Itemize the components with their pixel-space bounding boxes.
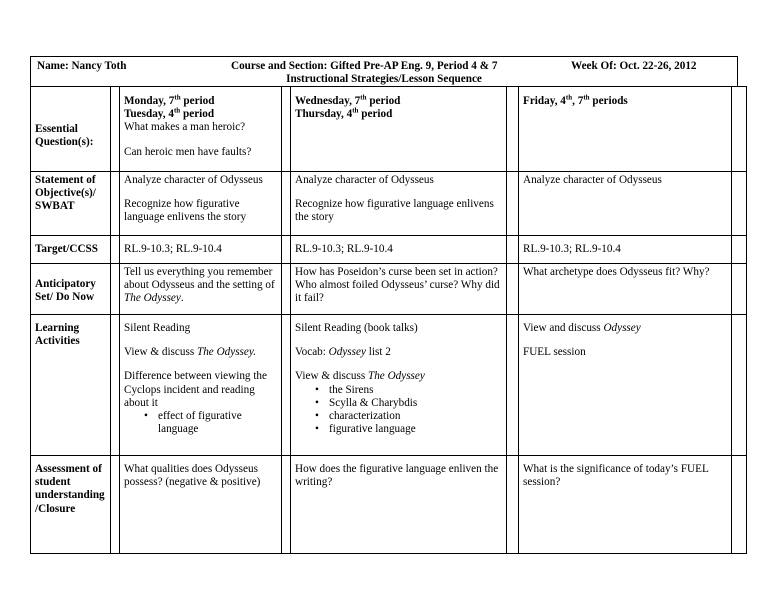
cell-assessment-wed: How does the figurative language enliven the writing? [291,456,507,554]
row-essential [31,87,747,172]
learning-mon-2: View & discuss The Odyssey. [124,346,257,359]
cell-essential-fri [519,87,732,172]
cell-learning-mon [120,315,282,456]
row-learning [31,315,747,456]
cell-objective-fri [519,172,732,236]
cell-assessment-fri: What is the significance of today’s FUEL session? [519,456,732,554]
cell-target-mon: RL.9-10.3; RL.9-10.4 [120,236,282,264]
cell-objective-mon [120,172,282,236]
cell-essential-mon [120,87,282,172]
label-objective: Statement of Objective(s)/ SWBAT [31,172,111,236]
week-of: Week Of: Oct. 22-26, 2012 [571,60,697,72]
header-monday: Monday, 7th period [124,93,215,107]
objective-mon-2: Recognize how figurative language enlivens the story [124,198,247,224]
cell-target-wed: RL.9-10.3; RL.9-10.4 [291,236,507,264]
row-assessment [31,456,747,554]
objective-fri-1: Analyze character of Odysseus [523,174,662,186]
header-friday: Friday, 4th, 7th periods [523,93,628,107]
label-essential: Essential Question(s): [31,87,111,172]
objective-wed-2: Recognize how figurative language enlivens the story [295,198,494,224]
cell-learning-wed [291,315,507,456]
cell-target-fri: RL.9-10.3; RL.9-10.4 [519,236,732,264]
objective-mon-1: Analyze character of Odysseus [124,174,263,186]
learning-mon-bullets [124,410,277,436]
list-item: • figurative language [329,423,502,436]
row-target [31,236,747,264]
learning-fri-1: View and discuss Odyssey [523,322,641,334]
learning-wed-3: View & discuss The Odyssey [295,370,425,383]
row-objective [31,172,747,236]
list-item: • characterization [329,410,502,423]
learning-wed-bullets [295,384,502,437]
learning-mon-3: Difference between viewing the Cyclops incident and reading about it [124,370,267,409]
learning-wed-2: Vocab: Odyssey list 2 [295,346,391,359]
teacher-name: Name: Nancy Toth [37,60,127,72]
cell-assessment-mon: What qualities does Odysseus possess? (negative & positive) [120,456,282,554]
cell-essential-wed [291,87,507,172]
cell-anticipatory-wed: How has Poseidon’s curse been set in action? Who almost foiled Odysseus’ curse? Why did it fail? [291,264,507,315]
label-assessment: Assessment of student understanding /Closure [31,456,111,554]
list-item: • effect of figurative language [158,410,277,436]
essential-question-1: What makes a man heroic? [124,121,246,134]
list-item: • the Sirens [329,384,502,397]
header-tuesday: Tuesday, 4th period [124,106,215,121]
course-section: Course and Section: Gifted Pre-AP Eng. 9, Period 4 & 7 [231,60,498,72]
label-anticipatory: Anticipatory Set/ Do Now [31,264,111,315]
learning-fri-2: FUEL session [523,346,586,359]
cell-learning-fri [519,315,732,456]
header-box [30,56,738,87]
label-target: Target/CCSS [31,236,111,264]
header-wednesday: Wednesday, 7th period [295,93,401,107]
header-thursday: Thursday, 4th period [295,106,393,121]
list-item: • Scylla & Charybdis [329,397,502,410]
lesson-table [30,86,747,554]
label-learning: Learning Activities [31,315,111,456]
cell-anticipatory-fri: What archetype does Odysseus fit? Why? [519,264,732,315]
cell-objective-wed [291,172,507,236]
objective-wed-1: Analyze character of Odysseus [295,174,434,186]
header-subtitle: Instructional Strategies/Lesson Sequence [286,73,482,85]
learning-mon-1: Silent Reading [124,322,191,334]
row-anticipatory [31,264,747,315]
learning-wed-1: Silent Reading (book talks) [295,322,418,334]
essential-question-2: Can heroic men have faults? [124,145,252,158]
cell-anticipatory-mon: Tell us everything you remember about Odysseus and the setting of The Odyssey. [120,264,282,315]
